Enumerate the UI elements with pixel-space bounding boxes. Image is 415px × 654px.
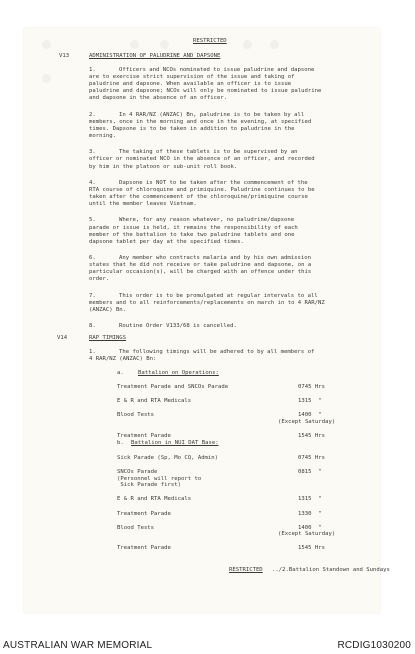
punch-hole [270,40,279,49]
paragraph-number: 1. [89,349,96,355]
paragraph-number: 5. [89,217,96,224]
timing-label: Treatment Parade and SNCOs Parade [117,384,229,390]
punch-hole [130,40,139,49]
paragraph-line: member of the battalion to take two paludrine tablets and one [89,231,295,238]
punch-hole [42,74,51,83]
paragraph-number: 3. [89,149,96,156]
timing-label: (Personnel will report to [117,475,202,482]
restricted-footer: RESTRICTED [229,567,263,573]
timing-time: 1545 Hrs [298,432,325,439]
order-title: RAP TIMINGS [89,335,127,341]
paragraph-line: Officers and NCOs nominated to issue paludrine and dapsone [119,67,315,73]
paragraph-line: dapsone tablet per day at the specified times. [89,238,244,245]
paragraph-line: Where, for any reason whatever, no paludrine/dapsone [119,217,295,224]
archive-reference: RCDIG1030200 [337,640,411,651]
order-number: V14 [57,335,68,341]
paragraph-number: 7. [89,292,96,299]
timing-time: 1330 " [298,510,322,517]
timing-label: Sick Parade (Sp, Mo CQ, Admin) [117,455,219,461]
paragraph-number: 4. [89,179,96,186]
paragraph-line: and dapsone in the absence of an officer. [89,95,228,102]
paragraph-line: The taking of these tablets is to be supervised by an [119,149,298,156]
paragraph-line: order. [89,276,110,283]
timing-label: Treatment Parade [117,510,171,517]
order-number: V13 [59,53,70,59]
timing-label: Blood Tests [117,524,155,531]
timing-label: E & R and RTA Medicals [117,496,192,503]
restricted-header: RESTRICTED [193,38,227,44]
timing-time: (Except Saturday) [278,418,336,425]
paragraph-line: officer or nominated NCO in the absence of an officer, and recorded [89,156,315,163]
paragraph-line: In 4 RAR/NZ (ANZAC) Bn, paludrine is to be taken by all [119,111,305,118]
section-letter: a. [117,370,124,376]
paragraph-line: are to exercise strict supervision of the issue and taking of [89,74,295,81]
paragraph-number: 8. [89,323,96,330]
section-title: Battalion in NUI DAT Base: [131,440,219,446]
paragraph-line: This order is to be promulgated at regular intervals to all [119,292,318,299]
paragraph-line: particular occasion(s), will be charged with an offence under this [89,269,312,276]
paragraph-line: members and to all reinforcements/replacements on march in to 4 RAR/NZ [89,299,325,306]
paragraph-line: paludrine and dapsone; NCOs will only be nominated to issue paludrine [89,88,322,95]
timing-time: 1400 " [298,524,322,531]
paragraph-line: members, once in the morning and once in the evening, at specified [89,118,312,125]
punch-hole [42,40,51,49]
timing-time: (Except Saturday) [278,531,336,538]
continuation-note: ../2.Battalion Standown and Sundays [272,567,390,573]
paragraph-number: 2. [89,111,96,118]
paragraph-number: 1. [89,67,96,73]
paragraph-number: 6. [89,255,96,261]
paragraph-line: Dapsone is NOT to be taken after the commencement of the [119,179,308,186]
paragraph-line: parade or issue is held, it remains the responsibility of each [89,224,298,231]
paragraph-line: states that he did not receive or take paludrine and dapsone, on a [89,262,312,269]
timing-label: Blood Tests [117,412,155,419]
paragraph-line: morning. [89,133,116,139]
section-letter: b. [117,440,124,446]
timing-time: 1315 " [298,496,322,503]
timing-time: 0745 Hrs [298,384,325,390]
timing-label: Treatment Parade [117,545,171,552]
paragraph-line: times. Dapsone is to be taken in addition to paludrine in the [89,125,295,132]
timing-time: 1545 Hrs [298,545,325,552]
punch-hole [160,40,169,49]
timing-time: 0815 " [298,469,322,476]
archive-name: AUSTRALIAN WAR MEMORIAL [3,640,153,651]
timing-label: E & R and RTA Medicals [117,398,192,405]
paragraph-line: Any member who contracts malaria and by his own admission [119,255,311,261]
paragraph-line: 4 RAR/NZ (ANZAC) Bn: [89,356,157,363]
paragraph-line: (ANZAC) Bn. [89,306,127,313]
paragraph-line: RTA course of chloroquine and primiquine. Paludrine continues to be [89,186,315,193]
timing-time: 1400 " [298,412,322,419]
punch-hole [243,40,252,49]
paragraph-line: The following timings will be adhered to by all members of [119,349,315,355]
timing-label: Sick Parade first) [117,482,181,489]
timing-label: Treatment Parade [117,432,171,439]
timing-label: SNCOs Parade [117,469,158,476]
timing-time: 0745 Hrs [298,455,325,461]
timing-time: 1315 " [298,398,322,405]
paragraph-line: until the member leaves Vietnam. [89,201,197,208]
paragraph-line: paludrine and dapsone. When available an officer is to issue [89,81,292,88]
order-title: ADMINISTRATION OF PALUDRINE AND DAPSONE [89,53,221,59]
paragraph-line: Routine Order V133/68 is cancelled. [119,323,237,330]
section-title: Battalion on Operations: [138,370,219,376]
paragraph-line: taken after the commencement of the chloroquine/primiquine course [89,194,308,200]
paragraph-line: by him in the platoon or sub-unit roll book. [89,163,238,170]
